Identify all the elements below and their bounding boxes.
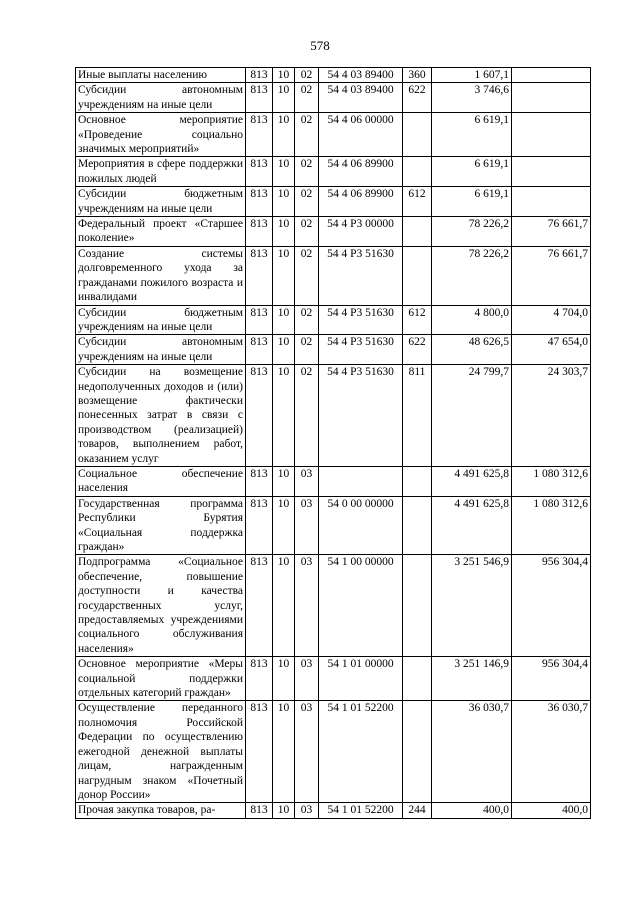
row-subsection-code: 03 (295, 803, 319, 818)
row-ministry-code: 813 (246, 496, 273, 555)
row-amount-1: 4 491 625,8 (432, 466, 512, 496)
row-subsection-code: 03 (295, 466, 319, 496)
row-amount-2: 24 303,7 (512, 365, 591, 467)
row-subsection-code: 02 (295, 217, 319, 247)
row-amount-1: 78 226,2 (432, 246, 512, 305)
row-expense-type: 360 (403, 68, 432, 83)
row-subsection-code: 03 (295, 496, 319, 555)
table-row (76, 187, 591, 217)
row-section-code: 10 (273, 113, 295, 157)
row-expense-type: 244 (403, 803, 432, 818)
row-subsection-code: 03 (295, 555, 319, 657)
row-target-article: 54 4 03 89400 (319, 68, 403, 83)
row-target-article: 54 4 P3 00000 (319, 217, 403, 247)
row-name: Государственная программа Республики Бурятия «Социальная поддержка граждан» (76, 496, 246, 555)
row-section-code: 10 (273, 305, 295, 335)
row-target-article: 54 4 P3 51630 (319, 305, 403, 335)
row-amount-1: 6 619,1 (432, 187, 512, 217)
table-row (76, 217, 591, 247)
row-amount-1: 24 799,7 (432, 365, 512, 467)
row-amount-1: 4 800,0 (432, 305, 512, 335)
row-target-article (319, 466, 403, 496)
row-expense-type: 811 (403, 365, 432, 467)
row-ministry-code: 813 (246, 466, 273, 496)
row-target-article: 54 4 06 89900 (319, 157, 403, 187)
table-row (76, 68, 591, 83)
row-amount-1: 78 226,2 (432, 217, 512, 247)
row-section-code: 10 (273, 803, 295, 818)
row-amount-1: 400,0 (432, 803, 512, 818)
row-target-article: 54 4 03 89400 (319, 83, 403, 113)
row-name: Основное мероприятие «Меры социальной поддержки отдельных категорий граждан» (76, 657, 246, 701)
row-amount-1: 48 626,5 (432, 335, 512, 365)
row-subsection-code: 02 (295, 83, 319, 113)
row-target-article: 54 4 06 00000 (319, 113, 403, 157)
budget-table (75, 67, 591, 819)
row-expense-type (403, 466, 432, 496)
row-amount-1: 1 607,1 (432, 68, 512, 83)
row-name: Прочая закупка товаров, ра- (76, 803, 246, 818)
row-subsection-code: 02 (295, 187, 319, 217)
row-subsection-code: 02 (295, 68, 319, 83)
row-name: Субсидии автономным учреждениям на иные цели (76, 83, 246, 113)
row-amount-2: 956 304,4 (512, 657, 591, 701)
row-amount-1: 6 619,1 (432, 113, 512, 157)
table-row (76, 365, 591, 467)
row-subsection-code: 02 (295, 305, 319, 335)
row-amount-2 (512, 83, 591, 113)
row-name: Социальное обеспечение населения (76, 466, 246, 496)
row-subsection-code: 02 (295, 157, 319, 187)
row-ministry-code: 813 (246, 305, 273, 335)
row-target-article: 54 1 01 52200 (319, 803, 403, 818)
row-amount-2: 1 080 312,6 (512, 496, 591, 555)
table-row (76, 83, 591, 113)
row-subsection-code: 02 (295, 113, 319, 157)
row-ministry-code: 813 (246, 157, 273, 187)
row-name: Подпрограмма «Социальное обеспечение, повышение доступности и качества государственных услуг, предоставляемых учреждениями социального обслуживания населения» (76, 555, 246, 657)
row-subsection-code: 03 (295, 657, 319, 701)
row-target-article: 54 4 P3 51630 (319, 246, 403, 305)
row-section-code: 10 (273, 701, 295, 803)
row-expense-type: 612 (403, 187, 432, 217)
row-ministry-code: 813 (246, 335, 273, 365)
row-expense-type (403, 113, 432, 157)
budget-table-body (76, 68, 591, 819)
row-section-code: 10 (273, 157, 295, 187)
row-target-article: 54 4 P3 51630 (319, 365, 403, 467)
table-row (76, 246, 591, 305)
row-ministry-code: 813 (246, 246, 273, 305)
row-target-article: 54 1 01 52200 (319, 701, 403, 803)
row-name: Субсидии бюджетным учреждениям на иные цели (76, 187, 246, 217)
row-name: Осуществление переданного полномочия Российской Федерации по осуществлению ежегодной денежной выплаты лицам, награжденным нагрудным знаком «Почетный донор России» (76, 701, 246, 803)
row-amount-2: 36 030,7 (512, 701, 591, 803)
row-expense-type: 612 (403, 305, 432, 335)
table-row (76, 555, 591, 657)
row-amount-2 (512, 157, 591, 187)
row-name: Субсидии автономным учреждениям на иные цели (76, 335, 246, 365)
row-section-code: 10 (273, 657, 295, 701)
row-ministry-code: 813 (246, 68, 273, 83)
row-expense-type (403, 496, 432, 555)
row-amount-1: 4 491 625,8 (432, 496, 512, 555)
row-amount-1: 36 030,7 (432, 701, 512, 803)
row-ministry-code: 813 (246, 365, 273, 467)
row-amount-1: 3 251 146,9 (432, 657, 512, 701)
row-expense-type (403, 701, 432, 803)
page-number: 578 (310, 38, 330, 53)
row-ministry-code: 813 (246, 701, 273, 803)
row-name: Мероприятия в сфере поддержки пожилых людей (76, 157, 246, 187)
row-target-article: 54 1 01 00000 (319, 657, 403, 701)
row-subsection-code: 02 (295, 335, 319, 365)
row-name: Федеральный проект «Старшее поколение» (76, 217, 246, 247)
row-expense-type (403, 246, 432, 305)
row-amount-2: 956 304,4 (512, 555, 591, 657)
row-expense-type (403, 157, 432, 187)
row-amount-2: 76 661,7 (512, 217, 591, 247)
row-section-code: 10 (273, 555, 295, 657)
table-row (76, 701, 591, 803)
row-expense-type (403, 657, 432, 701)
row-target-article: 54 1 00 00000 (319, 555, 403, 657)
table-row (76, 305, 591, 335)
table-row (76, 466, 591, 496)
row-target-article: 54 4 P3 51630 (319, 335, 403, 365)
row-ministry-code: 813 (246, 113, 273, 157)
row-subsection-code: 02 (295, 365, 319, 467)
table-row (76, 803, 591, 818)
row-section-code: 10 (273, 466, 295, 496)
row-expense-type (403, 555, 432, 657)
row-expense-type: 622 (403, 83, 432, 113)
row-section-code: 10 (273, 217, 295, 247)
row-section-code: 10 (273, 335, 295, 365)
row-section-code: 10 (273, 496, 295, 555)
row-target-article: 54 0 00 00000 (319, 496, 403, 555)
row-ministry-code: 813 (246, 217, 273, 247)
row-name: Субсидии на возмещение недополученных доходов и (или) возмещение фактически понесенных затрат в связи с производством (реализацией) товаров, выполнением работ, оказанием услуг (76, 365, 246, 467)
row-section-code: 10 (273, 68, 295, 83)
row-amount-1: 3 251 546,9 (432, 555, 512, 657)
row-section-code: 10 (273, 83, 295, 113)
row-name: Создание системы долговременного ухода за гражданами пожилого возраста и инвалидами (76, 246, 246, 305)
row-amount-1: 3 746,6 (432, 83, 512, 113)
row-amount-2: 1 080 312,6 (512, 466, 591, 496)
row-ministry-code: 813 (246, 803, 273, 818)
row-amount-2 (512, 68, 591, 83)
row-expense-type (403, 217, 432, 247)
row-name: Субсидии бюджетным учреждениям на иные цели (76, 305, 246, 335)
row-ministry-code: 813 (246, 657, 273, 701)
row-amount-2: 4 704,0 (512, 305, 591, 335)
table-row (76, 113, 591, 157)
row-name: Иные выплаты населению (76, 68, 246, 83)
row-amount-2: 47 654,0 (512, 335, 591, 365)
row-subsection-code: 02 (295, 246, 319, 305)
row-amount-2: 76 661,7 (512, 246, 591, 305)
row-amount-2 (512, 187, 591, 217)
table-row (76, 496, 591, 555)
table-row (76, 335, 591, 365)
row-subsection-code: 03 (295, 701, 319, 803)
row-amount-2: 400,0 (512, 803, 591, 818)
row-target-article: 54 4 06 89900 (319, 187, 403, 217)
table-row (76, 657, 591, 701)
row-ministry-code: 813 (246, 83, 273, 113)
row-amount-2 (512, 113, 591, 157)
row-section-code: 10 (273, 187, 295, 217)
row-ministry-code: 813 (246, 555, 273, 657)
row-expense-type: 622 (403, 335, 432, 365)
row-name: Основное мероприятие «Проведение социально значимых мероприятий» (76, 113, 246, 157)
row-section-code: 10 (273, 246, 295, 305)
row-amount-1: 6 619,1 (432, 157, 512, 187)
row-section-code: 10 (273, 365, 295, 467)
table-row (76, 157, 591, 187)
row-ministry-code: 813 (246, 187, 273, 217)
